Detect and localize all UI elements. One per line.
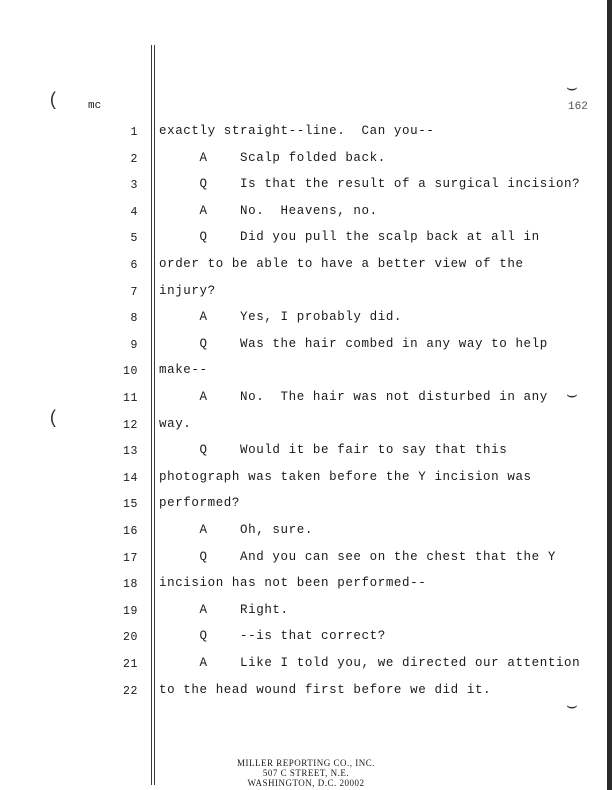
check-mark-icon: ⌣	[566, 386, 578, 406]
line-text: A Yes, I probably did.	[159, 310, 403, 325]
line-text: exactly straight--line. Can you--	[159, 124, 435, 138]
transcript-line	[0, 230, 600, 250]
footer-city: WASHINGTON, D.C. 20002	[247, 778, 365, 788]
line-number: 16	[122, 525, 138, 538]
line-number: 19	[122, 604, 138, 618]
line-text: A Scalp folded back.	[159, 150, 386, 165]
line-text: A Right.	[159, 602, 289, 617]
transcript-line	[0, 576, 600, 596]
line-text: Q Would it be fair to say that this	[159, 443, 508, 458]
line-text: A Oh, sure.	[159, 523, 313, 537]
hole-punch-mark-icon: (	[48, 91, 59, 111]
line-text: to the head wound first before we did it.	[159, 682, 492, 697]
page-number: 162	[568, 101, 588, 113]
line-number: 8	[130, 312, 138, 326]
line-number: 5	[130, 232, 138, 246]
reporter-initials: mc	[88, 100, 102, 112]
line-text: A No. Heavens, no.	[159, 203, 378, 218]
transcript-line	[0, 363, 600, 383]
transcript-line	[0, 683, 600, 703]
transcript-line	[0, 390, 600, 410]
transcript-line	[0, 470, 600, 490]
transcript-line	[0, 496, 600, 516]
transcript-line	[0, 124, 600, 144]
line-text: photograph was taken before the Y incision was	[159, 469, 532, 484]
line-text: make--	[159, 363, 208, 378]
line-text: Q --is that correct?	[159, 629, 386, 644]
line-text: A No. The hair was not disturbed in any	[159, 390, 548, 404]
line-number: 10	[122, 365, 138, 379]
line-number: 1	[130, 126, 138, 139]
line-text: A Like I told you, we directed our attention	[159, 656, 581, 670]
transcript-line	[0, 284, 600, 304]
transcript-line	[0, 204, 600, 224]
line-number: 15	[122, 498, 138, 512]
hole-punch-mark-icon: (	[48, 409, 59, 429]
transcript-line	[0, 603, 600, 623]
line-text: injury?	[159, 283, 216, 298]
line-number: 12	[122, 418, 138, 432]
transcript-line	[0, 443, 600, 463]
transcript-line	[0, 417, 600, 437]
line-number: 22	[122, 684, 138, 698]
line-number: 13	[122, 445, 138, 459]
transcript-line	[0, 523, 600, 543]
line-number: 2	[130, 152, 138, 166]
line-number: 14	[122, 471, 138, 485]
line-text: order to be able to have a better view of the	[159, 257, 524, 271]
line-text: incision has not been performed--	[159, 576, 427, 591]
line-number: 11	[122, 392, 138, 405]
line-number: 18	[122, 578, 138, 592]
transcript-line	[0, 629, 600, 649]
transcript-line	[0, 310, 600, 330]
footer-company: MILLER REPORTING CO., INC.	[237, 758, 375, 768]
transcript-line	[0, 337, 600, 357]
page-edge	[607, 0, 612, 790]
line-text: Q Was the hair combed in any way to help	[159, 336, 548, 351]
line-number: 21	[122, 658, 138, 671]
transcript-line	[0, 656, 600, 676]
transcript-line	[0, 550, 600, 570]
transcript-line	[0, 257, 600, 277]
line-number: 17	[122, 551, 138, 565]
check-mark-icon: ⌣	[566, 79, 578, 99]
line-number: 9	[130, 338, 138, 352]
line-number: 20	[122, 631, 138, 645]
check-mark-icon: ⌣	[566, 697, 578, 717]
line-number: 3	[130, 179, 138, 193]
transcript-line	[0, 151, 600, 171]
line-number: 4	[130, 205, 138, 219]
line-number: 7	[130, 285, 138, 299]
footer-street: 507 C STREET, N.E.	[262, 768, 350, 778]
line-text: Q Did you pull the scalp back at all in	[159, 230, 540, 245]
line-text: way.	[159, 416, 192, 431]
line-text: Q Is that the result of a surgical incision?	[159, 177, 581, 192]
transcript-line	[0, 177, 600, 197]
line-text: Q And you can see on the chest that the Y	[159, 549, 556, 564]
line-text: performed?	[159, 496, 241, 511]
line-number: 6	[130, 259, 138, 272]
